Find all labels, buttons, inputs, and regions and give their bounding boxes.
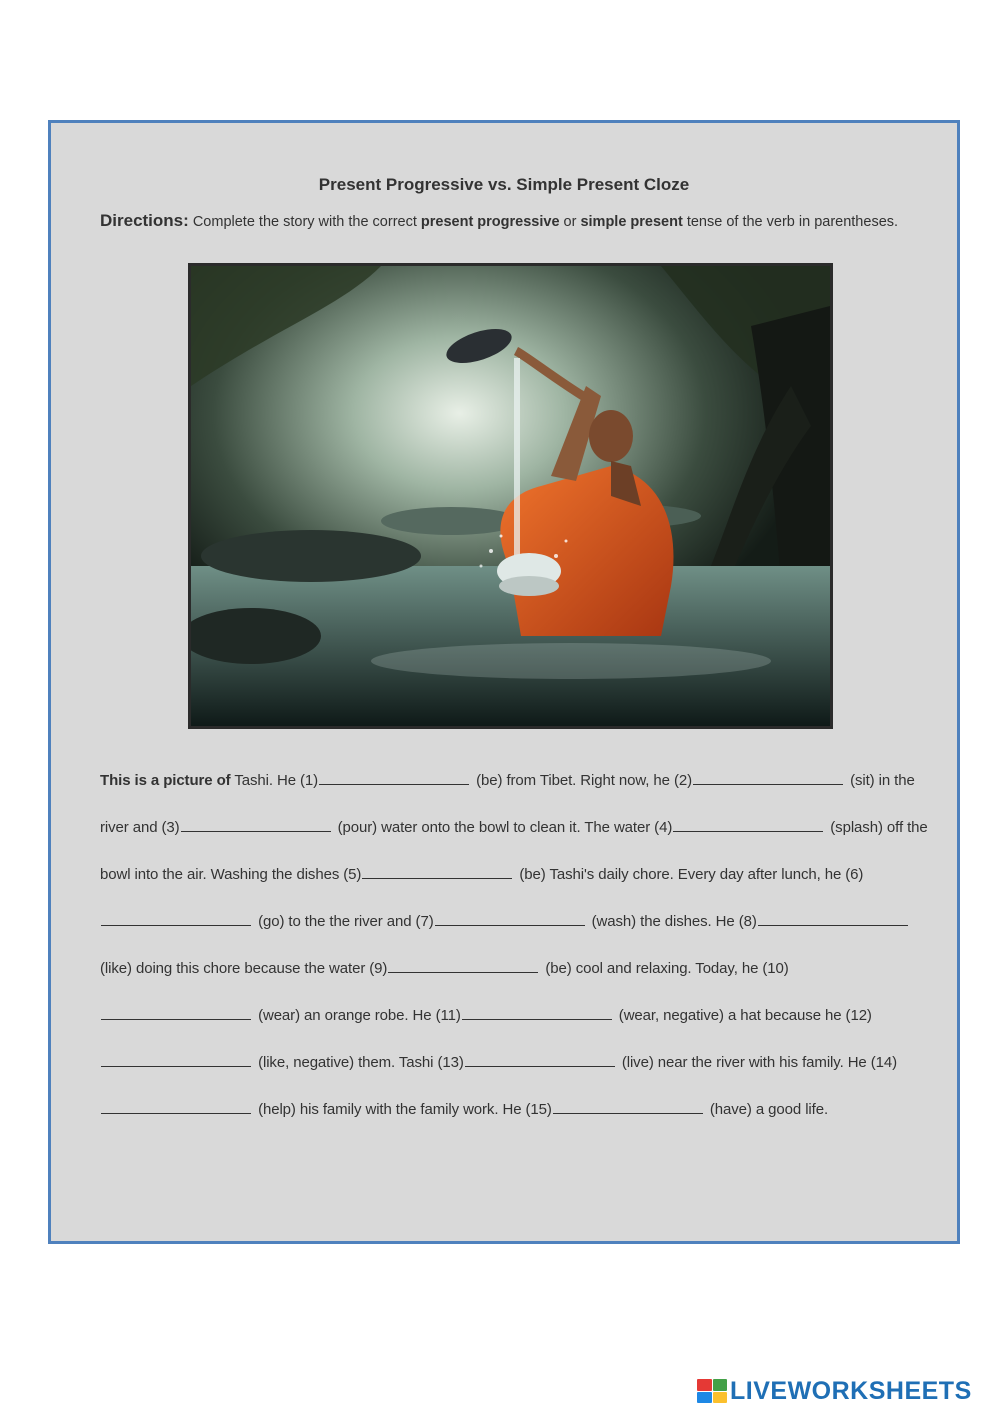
answer-blank-14[interactable] — [101, 1099, 251, 1114]
liveworksheets-logo-icon — [697, 1379, 727, 1403]
answer-blank-15[interactable] — [553, 1099, 703, 1114]
worksheet-title: Present Progressive vs. Simple Present Cloze — [318, 175, 690, 194]
directions-bold-b: simple present — [580, 214, 683, 230]
answer-blank-11[interactable] — [462, 1005, 612, 1020]
directions-label: Directions: — [100, 211, 189, 230]
story-lead: This is a picture of — [100, 772, 231, 789]
answer-blank-5[interactable] — [362, 864, 512, 879]
story-segment: (be) from Tibet. Right now, he (2) — [472, 772, 692, 789]
answer-blank-12[interactable] — [101, 1052, 251, 1067]
directions-text-b: or — [559, 214, 581, 230]
worksheet-page — [48, 120, 960, 1244]
liveworksheets-brand[interactable] — [697, 1378, 972, 1404]
story-segment: (be) cool and relaxing. Today, he (10) — [541, 960, 789, 977]
answer-blank-1[interactable] — [319, 770, 469, 785]
story-segment: (wash) the dishes. He (8) — [587, 913, 757, 930]
story-segment: (pour) water onto the bowl to clean it. The water (4) — [333, 819, 673, 836]
directions — [100, 205, 920, 238]
story-segment: (wear) an orange robe. He (11) — [254, 1007, 461, 1024]
story-segment: (splash) off the bowl into the air. Washing the dishes (5) — [100, 819, 928, 883]
story-text — [100, 757, 930, 1133]
story-segment: (live) near the river with his family. He (14) — [617, 1054, 898, 1071]
answer-blank-13[interactable] — [465, 1052, 615, 1067]
directions-bold-a: present progressive — [420, 214, 560, 230]
story-segment: (be) Tashi's daily chore. Every day after lunch, he (6) — [515, 866, 864, 883]
answer-blank-9[interactable] — [388, 958, 538, 973]
story-segment: (go) to the the river and (7) — [254, 913, 434, 930]
brand-text: LIVEWORKSHEETS — [730, 1376, 972, 1405]
monk-river-photo — [188, 263, 833, 729]
answer-blank-7[interactable] — [435, 911, 585, 926]
answer-blank-10[interactable] — [101, 1005, 251, 1020]
story-segment: (like) doing this chore because the water (9) — [100, 960, 388, 977]
directions-text-a: Complete the story with the correct — [188, 214, 421, 230]
story-segment: (like, negative) them. Tashi (13) — [254, 1054, 464, 1071]
story-segment: (have) a good life. — [705, 1101, 829, 1118]
story-segment: (wear, negative) a hat because he (12) — [614, 1007, 872, 1024]
story-segment: (sit) in the river and (3) — [100, 772, 915, 836]
answer-blank-6[interactable] — [101, 911, 251, 926]
answer-blank-3[interactable] — [181, 817, 331, 832]
directions-text-c: tense of the verb in parentheses. — [682, 214, 899, 230]
answer-blank-4[interactable] — [673, 817, 823, 832]
answer-blank-8[interactable] — [758, 911, 908, 926]
story-segment: Tashi. He (1) — [230, 772, 319, 789]
story-segment: (help) his family with the family work. He (15) — [254, 1101, 552, 1118]
answer-blank-2[interactable] — [693, 770, 843, 785]
